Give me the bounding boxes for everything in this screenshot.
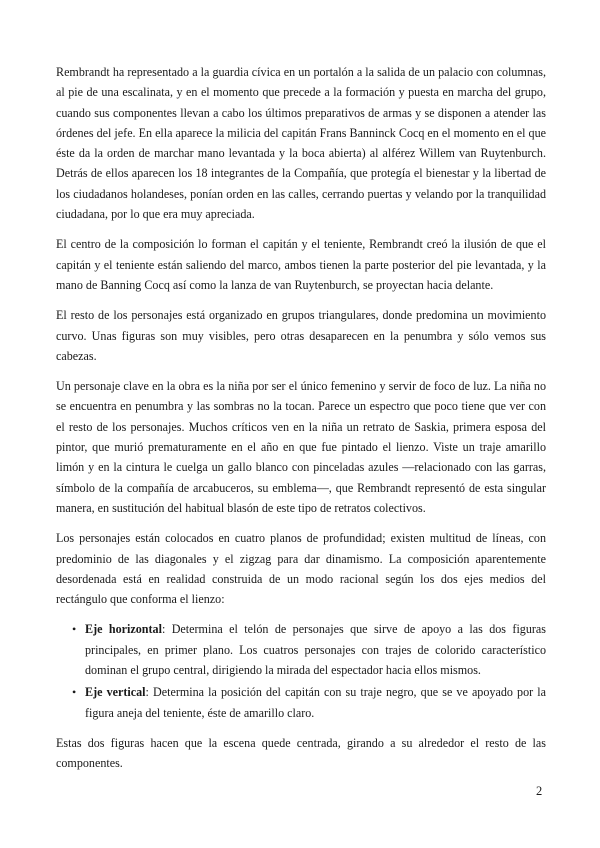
bullet-term: Eje horizontal xyxy=(85,622,162,637)
bullet-text: : Determina el telón de personajes que sirve de apoyo a las dos figuras principales, en primer plano. Los cuatros personajes con trajes de colorido característico dominan el grupo central, dirigiendo la mirada del espectador hacia ellos mismos. xyxy=(85,622,546,678)
bullet-item-eje-horizontal xyxy=(56,619,546,680)
bullet-text: : Determina la posición del capitán con su traje negro, que se ve apoyado por la figura aneja del teniente, éste de amarillo claro. xyxy=(85,685,546,720)
paragraph: Los personajes están colocados en cuatro planos de profundidad; existen multitud de líneas, con predominio de las diagonales y el zigzag para dar dinamismo. La composición aparentemente desordenada está en realidad construida de un modo racional según los dos ejes medios del rectángulo que conforma el lienzo: xyxy=(56,531,546,607)
paragraph: Rembrandt ha representado a la guardia cívica en un portalón a la salida de un palacio con columnas, al pie de una escalinata, y en el momento que precede a la formación y puesta en marcha del grupo, cuando sus componentes llevan a cabo los últimos preparativos de armas y se disponen a atender las órdenes del jefe. En ella aparece la milicia del capitán Frans Banninck Cocq en el momento en el que éste da la orden de marchar mano levantada y la boca abierta) al alférez Willem van Ruytenburch. Detrás de ellos aparecen los 18 integrantes de la Compañía, que protegía el bienestar y la libertad de los ciudadanos holandeses, ponían orden en las calles, cerrando puertas y velando por la tranquilidad ciudadana, por lo que era muy apreciada. xyxy=(56,65,546,222)
bullet-icon: • xyxy=(72,622,77,637)
paragraph: Un personaje clave en la obra es la niña por ser el único femenino y servir de foco de luz. La niña no se encuentra en penumbra y las sombras no la tocan. Parece un espectro que poco tiene que ver con el resto de los personajes. Muchos críticos ven en la niña un retrato de Saskia, primera esposa del pintor, que murió prematuramente en el año en que fue pintado el lienzo. Viste un traje amarillo limón y en la cintura le cuelga un gallo blanco con pinceladas azules —relacionado con las garras, símbolo de la compañía de arcabuceros, su emblema—, que Rembrandt representó de esta singular manera, en sustitución del habitual blasón de este tipo de retratos colectivos. xyxy=(56,379,546,515)
bullet-list xyxy=(56,619,546,722)
page-number: 2 xyxy=(536,784,543,798)
document-page xyxy=(56,62,546,784)
bullet-term: Eje vertical xyxy=(85,685,146,700)
bullet-icon: • xyxy=(72,685,77,700)
closing-paragraph: Estas dos figuras hacen que la escena quede centrada, girando a su alrededor el resto de las componentes. xyxy=(56,735,546,771)
bullet-item-eje-vertical xyxy=(56,682,546,723)
paragraph: El centro de la composición lo forman el capitán y el teniente, Rembrandt creó la ilusión de que el capitán y el teniente están saliendo del marco, ambos tienen la parte posterior del pie levantada, y la mano de Banning Cocq así como la lanza de van Ruytenburch, se proyectan hacia delante. xyxy=(56,237,546,292)
paragraph: El resto de los personajes está organizado en grupos triangulares, donde predomina un movimiento curvo. Unas figuras son muy visibles, pero otras desaparecen en la penumbra y sólo vemos sus cabezas. xyxy=(56,308,546,363)
